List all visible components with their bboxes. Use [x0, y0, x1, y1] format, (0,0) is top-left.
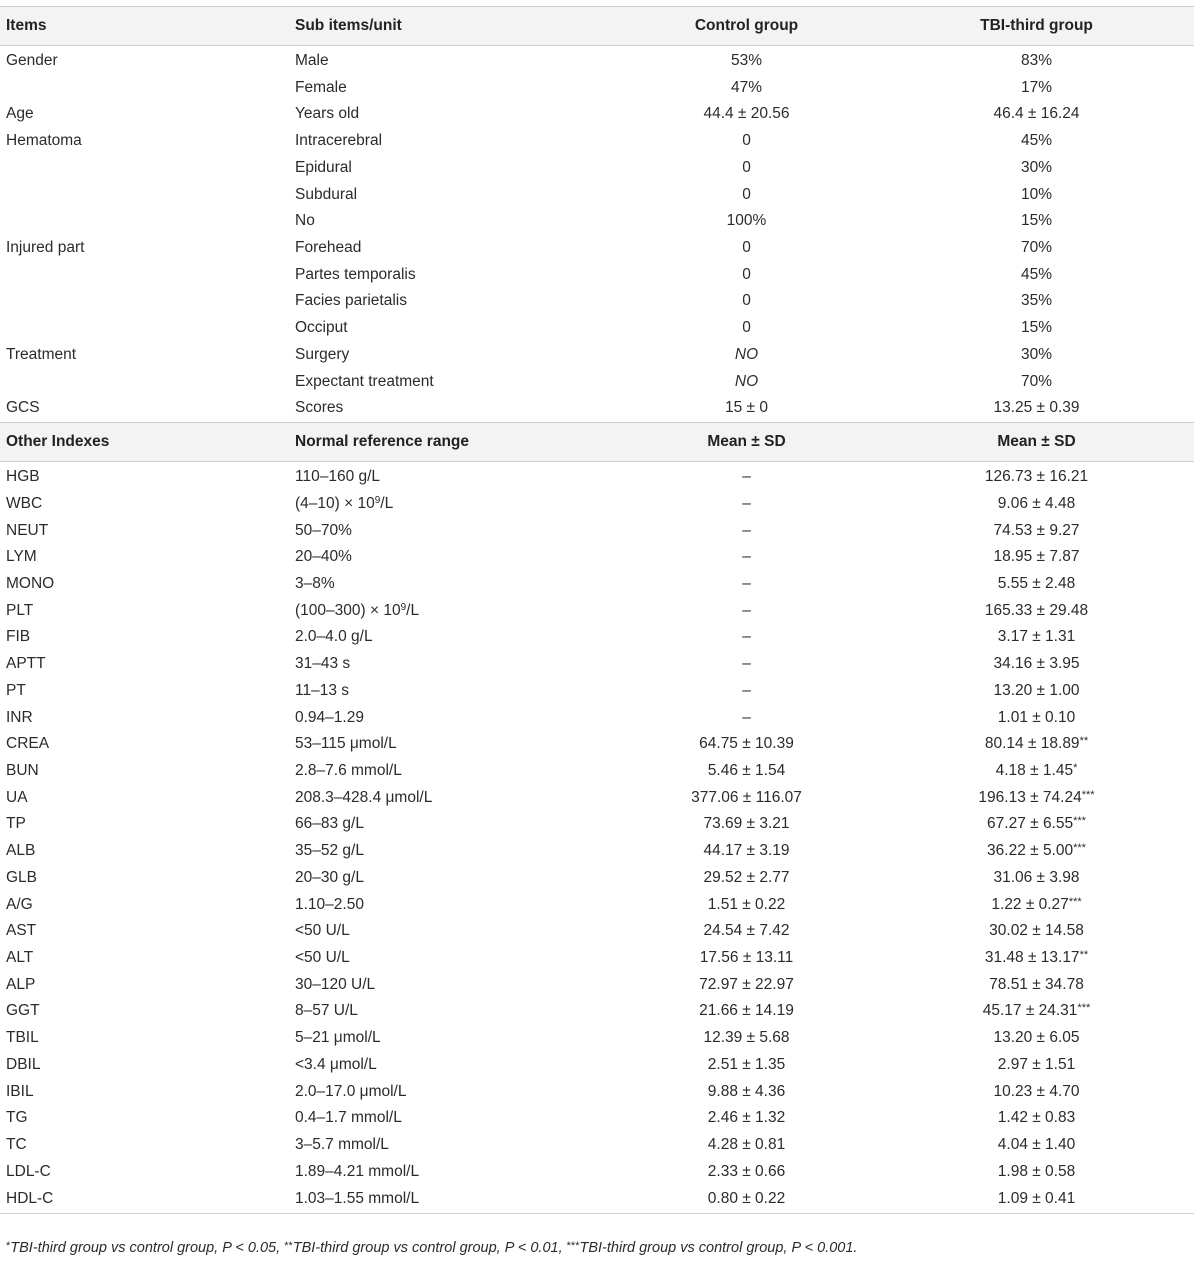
table-row	[0, 705, 1194, 732]
tbi-mean-cell	[879, 624, 1194, 651]
footnote-text-2: TBI-third group vs control group, P < 0.01,	[292, 1240, 567, 1256]
table-row	[0, 838, 1194, 865]
index-name-cell: WBC	[6, 494, 43, 512]
table-row	[0, 491, 1194, 518]
header-other-indexes: Other Indexes	[0, 423, 289, 462]
tbi-mean-value: 31.48 ± 13.17	[984, 949, 1080, 966]
reference-range-text: 53–115 μmol/L	[295, 735, 397, 753]
control-value-cell: NO	[734, 345, 759, 363]
reference-range-text: 30–120 U/L	[295, 975, 376, 993]
tbi-mean-value: 67.27 ± 6.55	[987, 815, 1074, 833]
table-row	[0, 101, 1194, 128]
tbi-value-cell: 83%	[1020, 52, 1053, 69]
reference-range-text: 20–40%	[295, 548, 352, 566]
reference-range-text: 1.10–2.50	[295, 895, 364, 913]
sub-item-cell: No	[295, 212, 315, 230]
item-cell: Age	[6, 105, 34, 123]
tbi-mean-cell	[879, 1079, 1194, 1106]
significance-marker: ***	[1081, 788, 1095, 801]
tbi-mean-cell	[879, 998, 1194, 1025]
reference-range-text: 2.0–4.0 g/L	[295, 628, 373, 646]
control-mean-cell: –	[742, 548, 751, 566]
index-name-cell: LDL-C	[6, 1162, 51, 1180]
reference-range-text: <50 U/L	[295, 949, 350, 966]
tbi-mean-cell	[879, 945, 1194, 972]
tbi-mean-cell	[879, 651, 1194, 678]
table-row	[0, 571, 1194, 598]
tbi-value-cell: 70%	[1020, 239, 1053, 257]
tbi-mean-cell	[879, 811, 1194, 838]
reference-range-exponent: 9	[374, 494, 381, 506]
table-header-row	[0, 7, 1194, 46]
table-row	[0, 46, 1194, 75]
tbi-value-cell: 45%	[1020, 132, 1053, 150]
tbi-mean-value: 5.55 ± 2.48	[997, 574, 1076, 592]
tbi-mean-value: 36.22 ± 5.00	[987, 842, 1074, 860]
index-name-cell: ALB	[6, 842, 36, 860]
tbi-mean-value: 1.98 ± 0.58	[997, 1162, 1076, 1180]
reference-range-cell	[289, 998, 614, 1025]
tbi-mean-value: 30.02 ± 14.58	[989, 922, 1084, 940]
tbi-mean-value: 1.22 ± 0.27	[991, 895, 1069, 913]
table-row	[0, 811, 1194, 838]
control-mean-cell: –	[742, 468, 751, 486]
table-row	[0, 544, 1194, 571]
item-cell: GCS	[6, 399, 40, 417]
reference-range-text: <50 U/L	[295, 922, 350, 940]
sub-item-cell: Scores	[295, 399, 344, 417]
sub-item-cell: Occiput	[295, 319, 348, 337]
item-cell	[0, 75, 289, 102]
index-name-cell: ALT	[6, 949, 34, 966]
sub-item-cell: Intracerebral	[295, 132, 383, 150]
header-sub-items: Sub items/unit	[289, 7, 614, 46]
reference-range-text: 1.89–4.21 mmol/L	[295, 1162, 420, 1180]
reference-range-cell	[289, 945, 614, 972]
tbi-mean-value: 3.17 ± 1.31	[997, 628, 1076, 646]
table-row	[0, 1025, 1194, 1052]
control-mean-cell: 21.66 ± 14.19	[699, 1002, 794, 1020]
control-mean-cell: 2.51 ± 1.35	[707, 1055, 786, 1073]
significance-marker: ***	[1068, 895, 1082, 908]
index-name-cell: TBIL	[6, 1029, 39, 1047]
reference-range-cell	[289, 1105, 614, 1132]
indexes-section	[0, 462, 1194, 1214]
tbi-value-cell: 46.4 ± 16.24	[993, 105, 1080, 123]
reference-range-cell	[289, 1132, 614, 1159]
control-mean-cell: 0.80 ± 0.22	[614, 1185, 879, 1214]
index-name-cell: IBIL	[6, 1082, 34, 1100]
tbi-mean-value: 31.06 ± 3.98	[993, 868, 1080, 886]
tbi-mean-cell	[879, 518, 1194, 545]
reference-range-cell	[289, 838, 614, 865]
tbi-mean-value: 1.09 ± 0.41	[997, 1190, 1076, 1208]
tbi-value-cell: 17%	[1020, 78, 1053, 96]
sub-item-cell: Epidural	[295, 158, 352, 176]
index-name-cell: CREA	[6, 735, 50, 753]
indexes-header-row	[0, 423, 1194, 462]
table-row	[0, 624, 1194, 651]
reference-range-cell	[289, 892, 614, 919]
reference-range-text: 2.0–17.0 μmol/L	[295, 1082, 407, 1100]
tbi-mean-value: 2.97 ± 1.51	[997, 1055, 1076, 1073]
tbi-mean-cell	[879, 785, 1194, 812]
table-row	[0, 785, 1194, 812]
tbi-mean-cell	[879, 1025, 1194, 1052]
reference-range-cell	[289, 785, 614, 812]
reference-range-text: 1.03–1.55 mmol/L	[295, 1190, 420, 1208]
tbi-mean-cell	[879, 1052, 1194, 1079]
control-value-cell: 0	[742, 132, 751, 150]
tbi-mean-cell	[879, 705, 1194, 732]
reference-range-text: 35–52 g/L	[295, 842, 364, 860]
tbi-mean-value: 196.13 ± 74.24	[978, 788, 1082, 806]
table-row	[0, 998, 1194, 1025]
reference-range-cell	[289, 1079, 614, 1106]
tbi-mean-cell	[879, 598, 1194, 625]
tbi-mean-value: 165.33 ± 29.48	[984, 601, 1089, 619]
tbi-mean-value: 126.73 ± 16.21	[984, 468, 1089, 486]
tbi-value-cell: 35%	[1020, 292, 1053, 310]
header-mean-control: Mean ± SD	[614, 423, 879, 462]
item-cell	[0, 182, 289, 209]
reference-range-cell	[289, 1185, 614, 1214]
table-row	[0, 1079, 1194, 1106]
index-name-cell: A/G	[6, 895, 33, 913]
index-name-cell: DBIL	[6, 1055, 41, 1073]
tbi-mean-cell	[879, 571, 1194, 598]
item-cell	[0, 369, 289, 396]
table-row	[0, 75, 1194, 102]
tbi-value-cell: 10%	[1020, 185, 1053, 203]
sub-item-cell: Facies parietalis	[295, 292, 407, 310]
reference-range-unit: /L	[406, 601, 420, 619]
table-row	[0, 651, 1194, 678]
tbi-mean-value: 34.16 ± 3.95	[993, 655, 1080, 673]
index-name-cell: TP	[6, 815, 26, 833]
index-name-cell: BUN	[6, 761, 39, 779]
index-name-cell: TG	[6, 1109, 28, 1127]
control-value-cell: 47%	[730, 78, 763, 96]
control-mean-cell: 1.51 ± 0.22	[707, 895, 786, 913]
reference-range-text: 2.8–7.6 mmol/L	[295, 761, 402, 779]
table-row	[0, 288, 1194, 315]
reference-range-cell	[289, 731, 614, 758]
control-mean-cell: –	[742, 601, 751, 619]
index-name-cell: LYM	[6, 548, 37, 566]
control-value-cell: 15 ± 0	[725, 399, 768, 417]
tbi-mean-value: 4.18 ± 1.45	[995, 761, 1074, 779]
reference-range-cell	[289, 491, 614, 518]
reference-range-exponent: 9	[400, 601, 407, 613]
control-mean-cell: –	[742, 574, 751, 592]
tbi-value-cell: 70%	[1020, 372, 1053, 390]
header-reference-range: Normal reference range	[289, 423, 614, 462]
tbi-mean-cell	[879, 462, 1194, 491]
index-name-cell: GLB	[6, 868, 38, 886]
reference-range-cell	[289, 651, 614, 678]
significance-marker: ***	[1073, 815, 1086, 828]
sub-item-cell: Surgery	[295, 345, 350, 363]
reference-range-text: 8–57 U/L	[295, 1002, 358, 1020]
item-cell	[0, 288, 289, 315]
reference-range-cell	[289, 544, 614, 571]
tbi-mean-cell	[879, 491, 1194, 518]
index-name-cell: PLT	[6, 601, 34, 619]
control-value-cell: 100%	[726, 212, 767, 230]
table-row	[0, 208, 1194, 235]
reference-range-cell	[289, 1159, 614, 1186]
reference-range-text: 3–8%	[295, 574, 335, 592]
control-mean-cell: 4.28 ± 0.81	[707, 1136, 786, 1154]
control-mean-cell: 44.17 ± 3.19	[703, 842, 790, 860]
item-cell: Gender	[6, 52, 58, 69]
index-name-cell: UA	[6, 788, 28, 806]
sub-item-cell: Years old	[295, 105, 360, 123]
reference-range-text: 0.94–1.29	[295, 708, 364, 726]
header-tbi-group: TBI-third group	[879, 7, 1194, 46]
significance-marker: ***	[1073, 842, 1086, 855]
control-mean-cell: 2.33 ± 0.66	[707, 1162, 786, 1180]
reference-range-text: 11–13 s	[295, 681, 350, 699]
table-row	[0, 155, 1194, 182]
table-row	[0, 262, 1194, 289]
control-mean-cell: –	[742, 494, 751, 512]
tbi-mean-value: 4.04 ± 1.40	[997, 1136, 1076, 1154]
table-row	[0, 758, 1194, 785]
control-mean-cell: –	[742, 708, 751, 726]
item-cell: Injured part	[6, 239, 85, 257]
table-row	[0, 1132, 1194, 1159]
control-value-cell: 0	[742, 265, 751, 283]
reference-range-text: 50–70%	[295, 521, 352, 539]
reference-range-cell	[289, 1025, 614, 1052]
tbi-mean-value: 80.14 ± 18.89	[984, 735, 1080, 753]
table-row	[0, 462, 1194, 491]
item-cell	[0, 155, 289, 182]
table-row	[0, 235, 1194, 262]
sub-item-cell: Male	[295, 52, 329, 69]
control-mean-cell: 72.97 ± 22.97	[699, 975, 794, 993]
sub-item-cell: Expectant treatment	[295, 372, 434, 390]
table-row	[0, 1052, 1194, 1079]
tbi-mean-cell	[879, 838, 1194, 865]
tbi-value-cell: 45%	[1020, 265, 1053, 283]
item-cell	[0, 208, 289, 235]
table-row	[0, 731, 1194, 758]
reference-range-cell	[289, 972, 614, 999]
significance-marker: **	[1079, 735, 1089, 748]
index-name-cell: HDL-C	[0, 1185, 289, 1214]
control-value-cell: 0	[742, 185, 751, 203]
footnote-star-2: **	[284, 1240, 293, 1252]
table-row	[0, 1185, 1194, 1214]
table-row	[0, 598, 1194, 625]
reference-range-cell	[289, 624, 614, 651]
index-name-cell: ALP	[6, 975, 36, 993]
control-mean-cell: 64.75 ± 10.39	[699, 735, 794, 753]
table-row	[0, 918, 1194, 945]
table-row	[0, 369, 1194, 396]
reference-range-text: (100–300) × 10	[295, 601, 401, 619]
control-value-cell: NO	[734, 372, 759, 390]
control-mean-cell: 73.69 ± 3.21	[703, 815, 790, 833]
item-cell	[0, 262, 289, 289]
table-row	[0, 892, 1194, 919]
reference-range-cell	[289, 518, 614, 545]
tbi-value-cell: 13.25 ± 0.39	[993, 399, 1080, 417]
footnote-star-3: ***	[566, 1240, 580, 1252]
table-row	[0, 1159, 1194, 1186]
table-row	[0, 315, 1194, 342]
table-row	[0, 972, 1194, 999]
tbi-mean-value: 9.06 ± 4.48	[997, 494, 1076, 512]
control-mean-cell: 29.52 ± 2.77	[703, 868, 790, 886]
reference-range-unit: /L	[380, 494, 394, 512]
tbi-value-cell: 30%	[1020, 158, 1053, 176]
control-mean-cell: 12.39 ± 5.68	[703, 1029, 790, 1047]
footnote-star-1: *	[6, 1240, 11, 1252]
tbi-mean-value: 18.95 ± 7.87	[993, 548, 1080, 566]
index-name-cell: TC	[6, 1136, 27, 1154]
reference-range-text: 20–30 g/L	[295, 868, 364, 886]
reference-range-cell	[289, 758, 614, 785]
reference-range-text: 208.3–428.4 μmol/L	[295, 788, 433, 806]
table-row	[0, 518, 1194, 545]
reference-range-text: 31–43 s	[295, 655, 351, 673]
tbi-mean-cell	[879, 1132, 1194, 1159]
reference-range-text: 66–83 g/L	[295, 815, 364, 833]
tbi-mean-cell	[879, 731, 1194, 758]
tbi-mean-cell	[879, 918, 1194, 945]
control-value-cell: 0	[742, 292, 751, 310]
tbi-mean-value: 1.01 ± 0.10	[997, 708, 1076, 726]
control-mean-cell: –	[742, 521, 751, 539]
index-name-cell: APTT	[6, 655, 46, 673]
reference-range-cell	[289, 678, 614, 705]
tbi-mean-value: 74.53 ± 9.27	[993, 521, 1080, 539]
index-name-cell: FIB	[6, 628, 31, 646]
tbi-mean-cell	[879, 972, 1194, 999]
index-name-cell: AST	[6, 922, 37, 940]
tbi-value-cell: 15%	[1020, 319, 1053, 337]
header-mean-tbi: Mean ± SD	[879, 423, 1194, 462]
tbi-mean-cell	[879, 1105, 1194, 1132]
footnote-text-1: TBI-third group vs control group, P < 0.05,	[10, 1240, 285, 1256]
table-row	[0, 128, 1194, 155]
control-mean-cell: 5.46 ± 1.54	[707, 761, 786, 779]
tbi-mean-cell	[879, 678, 1194, 705]
index-name-cell: MONO	[6, 574, 55, 592]
tbi-mean-value: 10.23 ± 4.70	[993, 1082, 1080, 1100]
reference-range-text: 0.4–1.7 mmol/L	[295, 1109, 402, 1127]
tbi-mean-value: 78.51 ± 34.78	[989, 975, 1084, 993]
control-mean-cell: –	[742, 628, 751, 646]
control-mean-cell: –	[742, 681, 751, 699]
control-mean-cell: 9.88 ± 4.36	[707, 1082, 786, 1100]
index-name-cell: INR	[6, 708, 33, 726]
control-mean-cell: 2.46 ± 1.32	[707, 1109, 786, 1127]
reference-range-text: 110–160 g/L	[295, 468, 381, 486]
tbi-mean-cell	[879, 1185, 1194, 1214]
sub-item-cell: Forehead	[295, 239, 362, 257]
reference-range-text: <3.4 μmol/L	[295, 1055, 377, 1073]
control-mean-cell: 24.54 ± 7.42	[703, 922, 790, 940]
control-value-cell: 0	[742, 319, 751, 337]
table-row	[0, 342, 1194, 369]
tbi-value-cell: 30%	[1020, 345, 1053, 363]
tbi-value-cell: 15%	[1020, 212, 1053, 230]
footnote-text-3: TBI-third group vs control group, P < 0.001.	[579, 1240, 858, 1256]
sub-item-cell: Female	[295, 78, 347, 96]
control-value-cell: 44.4 ± 20.56	[703, 105, 790, 123]
tbi-mean-cell	[879, 758, 1194, 785]
tbi-mean-value: 45.17 ± 24.31	[982, 1002, 1078, 1020]
item-cell: Treatment	[6, 345, 77, 363]
tbi-mean-value: 13.20 ± 1.00	[993, 681, 1080, 699]
table-row	[0, 865, 1194, 892]
significance-marker: ***	[1077, 1002, 1091, 1015]
reference-range-cell	[289, 598, 614, 625]
table-row	[0, 945, 1194, 972]
reference-range-cell	[289, 462, 614, 491]
tbi-mean-value: 1.42 ± 0.83	[997, 1109, 1076, 1127]
reference-range-cell	[289, 811, 614, 838]
table-footnote	[6, 1240, 1194, 1256]
reference-range-cell	[289, 705, 614, 732]
significance-marker: **	[1079, 949, 1089, 961]
table-row	[0, 182, 1194, 209]
control-value-cell: 0	[742, 239, 751, 257]
control-mean-cell: 17.56 ± 13.11	[699, 949, 794, 966]
header-items: Items	[0, 7, 289, 46]
sub-item-cell: Partes temporalis	[295, 265, 416, 283]
control-value-cell: 0	[742, 158, 751, 176]
clinical-data-table	[0, 6, 1194, 1214]
reference-range-text: 5–21 μmol/L	[295, 1029, 381, 1047]
reference-range-text: (4–10) × 10	[295, 494, 375, 512]
table-row	[0, 678, 1194, 705]
control-mean-cell: –	[742, 655, 751, 673]
item-cell: Hematoma	[6, 132, 82, 150]
sub-item-cell: Subdural	[295, 185, 358, 203]
baseline-section	[0, 46, 1194, 423]
item-cell	[0, 315, 289, 342]
table-row	[0, 395, 1194, 422]
control-value-cell: 53%	[730, 52, 763, 69]
reference-range-text: 3–5.7 mmol/L	[295, 1136, 389, 1154]
index-name-cell: GGT	[6, 1002, 40, 1020]
tbi-mean-cell	[879, 544, 1194, 571]
index-name-cell: PT	[6, 681, 26, 699]
control-mean-cell: 377.06 ± 116.07	[691, 788, 802, 806]
reference-range-cell	[289, 571, 614, 598]
tbi-mean-value: 13.20 ± 6.05	[993, 1029, 1080, 1047]
reference-range-cell	[289, 1052, 614, 1079]
tbi-mean-cell	[879, 865, 1194, 892]
tbi-mean-cell	[879, 892, 1194, 919]
tbi-mean-cell	[879, 1159, 1194, 1186]
index-name-cell: HGB	[6, 468, 40, 486]
header-control-group: Control group	[614, 7, 879, 46]
reference-range-cell	[289, 918, 614, 945]
reference-range-cell	[289, 865, 614, 892]
index-name-cell: NEUT	[6, 521, 49, 539]
table-row	[0, 1105, 1194, 1132]
significance-marker: *	[1073, 761, 1078, 774]
